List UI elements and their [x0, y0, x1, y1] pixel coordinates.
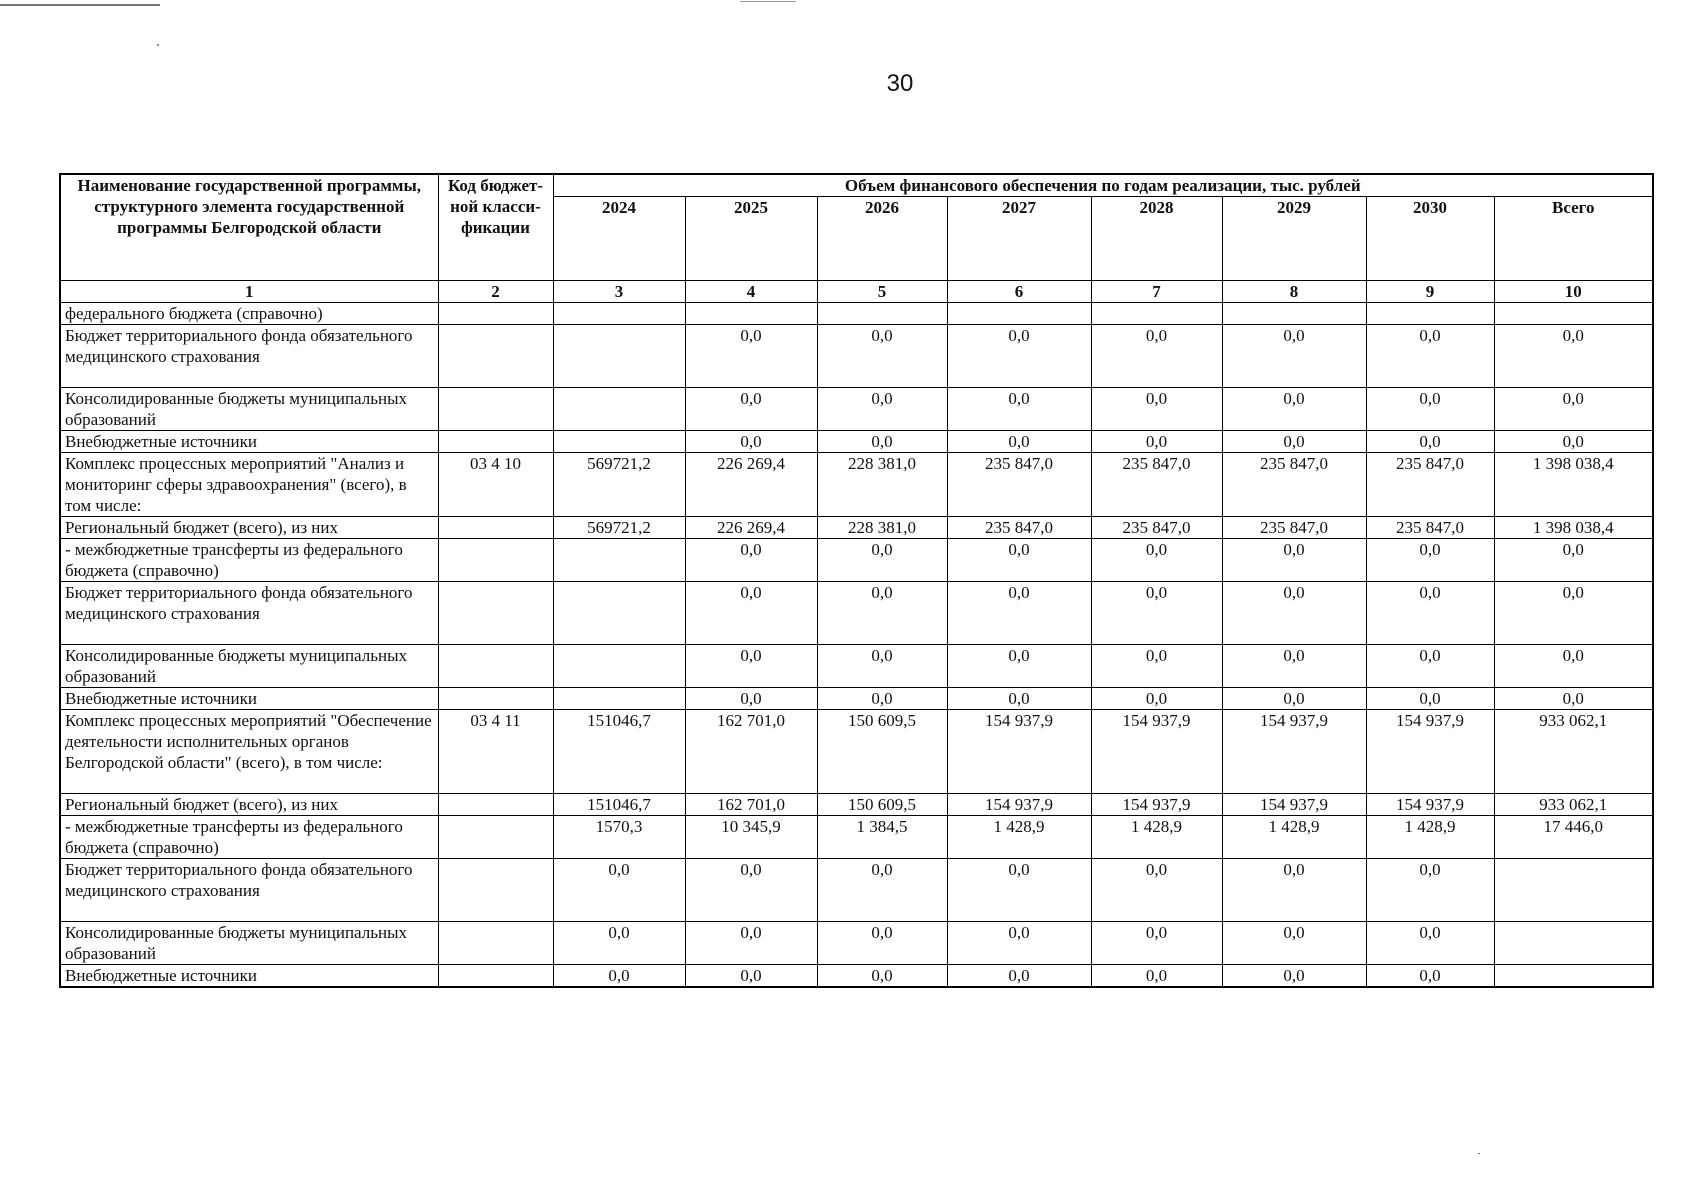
- column-number: 8: [1222, 281, 1366, 303]
- row-value: 0,0: [1494, 325, 1653, 388]
- row-value: 0,0: [1366, 859, 1494, 922]
- row-value: 1 398 038,4: [1494, 453, 1653, 517]
- row-value: 933 062,1: [1494, 794, 1653, 816]
- row-name: федерального бюджета (справочно): [60, 303, 438, 325]
- table-row: [60, 582, 1653, 645]
- row-name: - межбюджетные трансферты из федерального бюджета (справочно): [60, 539, 438, 582]
- budget-table: [59, 173, 1654, 988]
- row-value: 0,0: [947, 325, 1091, 388]
- row-name: Комплекс процессных мероприятий "Обеспечение деятельности исполнительных органов Белгородской области" (всего), в том числе:: [60, 710, 438, 794]
- row-name: Региональный бюджет (всего), из них: [60, 794, 438, 816]
- column-number: 9: [1366, 281, 1494, 303]
- row-code: [438, 794, 553, 816]
- page-number: 30: [886, 70, 914, 97]
- row-value: 1 428,9: [1091, 816, 1222, 859]
- row-value: 0,0: [1494, 431, 1653, 453]
- column-number: 7: [1091, 281, 1222, 303]
- row-value: 154 937,9: [1366, 710, 1494, 794]
- column-number: 1: [60, 281, 438, 303]
- row-value: 0,0: [553, 859, 685, 922]
- row-value: 0,0: [947, 645, 1091, 688]
- row-value: 0,0: [1222, 645, 1366, 688]
- row-value: 0,0: [685, 325, 817, 388]
- row-value: 162 701,0: [685, 710, 817, 794]
- row-value: 0,0: [685, 645, 817, 688]
- row-value: 0,0: [1091, 688, 1222, 710]
- row-value: 235 847,0: [1366, 453, 1494, 517]
- row-value: 0,0: [947, 688, 1091, 710]
- row-value: 0,0: [817, 539, 947, 582]
- row-value: 0,0: [553, 965, 685, 988]
- row-value: 0,0: [685, 431, 817, 453]
- row-value: 0,0: [685, 922, 817, 965]
- row-value: 10 345,9: [685, 816, 817, 859]
- row-value: [817, 303, 947, 325]
- row-name: Бюджет территориального фонда обязательного медицинского страхования: [60, 325, 438, 388]
- row-value: [1091, 303, 1222, 325]
- row-value: 0,0: [1222, 325, 1366, 388]
- row-value: 151046,7: [553, 710, 685, 794]
- column-number: 3: [553, 281, 685, 303]
- row-value: 235 847,0: [947, 453, 1091, 517]
- row-value: [947, 303, 1091, 325]
- header-year: 2028: [1091, 197, 1222, 281]
- row-value: 154 937,9: [947, 710, 1091, 794]
- scan-speck: [157, 44, 159, 46]
- row-value: 0,0: [947, 539, 1091, 582]
- row-name: Консолидированные бюджеты муниципальных образований: [60, 922, 438, 965]
- row-value: 0,0: [1091, 922, 1222, 965]
- row-value: 0,0: [1222, 922, 1366, 965]
- header-row: [60, 174, 1653, 197]
- row-value: 0,0: [1366, 431, 1494, 453]
- header-year: 2026: [817, 197, 947, 281]
- row-value: [1366, 303, 1494, 325]
- row-value: 0,0: [817, 325, 947, 388]
- row-code: [438, 388, 553, 431]
- row-value: 150 609,5: [817, 710, 947, 794]
- row-value: 154 937,9: [947, 794, 1091, 816]
- row-name: Внебюджетные источники: [60, 965, 438, 988]
- header-year: 2027: [947, 197, 1091, 281]
- row-value: 0,0: [947, 922, 1091, 965]
- row-value: 0,0: [1366, 688, 1494, 710]
- column-number: 10: [1494, 281, 1653, 303]
- row-value: 235 847,0: [1091, 453, 1222, 517]
- row-value: 0,0: [1366, 325, 1494, 388]
- row-value: 151046,7: [553, 794, 685, 816]
- row-value: 1 428,9: [1222, 816, 1366, 859]
- row-code: [438, 965, 553, 988]
- table-row: [60, 325, 1653, 388]
- column-number: 2: [438, 281, 553, 303]
- row-value: [1494, 859, 1653, 922]
- row-value: 0,0: [947, 388, 1091, 431]
- row-code: [438, 922, 553, 965]
- row-value: 0,0: [1222, 388, 1366, 431]
- row-value: 0,0: [817, 431, 947, 453]
- row-value: 933 062,1: [1494, 710, 1653, 794]
- row-value: 569721,2: [553, 517, 685, 539]
- row-value: 0,0: [685, 859, 817, 922]
- row-value: 0,0: [817, 388, 947, 431]
- row-value: 235 847,0: [1366, 517, 1494, 539]
- row-value: 226 269,4: [685, 517, 817, 539]
- row-code: 03 4 11: [438, 710, 553, 794]
- row-value: 1570,3: [553, 816, 685, 859]
- row-value: [553, 582, 685, 645]
- row-value: 0,0: [947, 582, 1091, 645]
- row-value: [553, 431, 685, 453]
- table-row: [60, 517, 1653, 539]
- row-value: 154 937,9: [1366, 794, 1494, 816]
- row-name: Внебюджетные источники: [60, 688, 438, 710]
- row-value: 228 381,0: [817, 517, 947, 539]
- row-value: 154 937,9: [1091, 710, 1222, 794]
- row-value: 235 847,0: [1222, 517, 1366, 539]
- row-value: [1222, 303, 1366, 325]
- row-value: 0,0: [1222, 859, 1366, 922]
- row-value: 0,0: [817, 859, 947, 922]
- row-value: 0,0: [1091, 965, 1222, 988]
- row-value: 1 384,5: [817, 816, 947, 859]
- row-name: Консолидированные бюджеты муниципальных образований: [60, 388, 438, 431]
- row-name: Комплекс процессных мероприятий "Анализ и мониторинг сферы здравоохранения" (всего), в том числе:: [60, 453, 438, 517]
- row-value: 154 937,9: [1222, 710, 1366, 794]
- row-value: 0,0: [685, 539, 817, 582]
- row-value: 1 428,9: [1366, 816, 1494, 859]
- row-value: 0,0: [817, 922, 947, 965]
- row-value: [553, 539, 685, 582]
- row-value: [685, 303, 817, 325]
- row-code: 03 4 10: [438, 453, 553, 517]
- table-row: [60, 431, 1653, 453]
- column-number: 5: [817, 281, 947, 303]
- row-value: 0,0: [1366, 965, 1494, 988]
- row-value: 0,0: [817, 688, 947, 710]
- row-value: 162 701,0: [685, 794, 817, 816]
- row-value: 0,0: [1366, 582, 1494, 645]
- row-value: 0,0: [1222, 539, 1366, 582]
- row-name: Бюджет территориального фонда обязательного медицинского страхования: [60, 582, 438, 645]
- row-value: 0,0: [1222, 582, 1366, 645]
- row-value: 150 609,5: [817, 794, 947, 816]
- table-row: [60, 388, 1653, 431]
- column-number: 6: [947, 281, 1091, 303]
- table-row: [60, 645, 1653, 688]
- row-value: 17 446,0: [1494, 816, 1653, 859]
- table-row: [60, 710, 1653, 794]
- row-value: 0,0: [947, 431, 1091, 453]
- column-number: 4: [685, 281, 817, 303]
- row-value: 569721,2: [553, 453, 685, 517]
- row-value: 1 398 038,4: [1494, 517, 1653, 539]
- header-year: 2024: [553, 197, 685, 281]
- row-value: 0,0: [1222, 965, 1366, 988]
- row-value: [1494, 303, 1653, 325]
- row-value: 0,0: [685, 688, 817, 710]
- table-row: [60, 303, 1653, 325]
- row-code: [438, 688, 553, 710]
- row-name: Региональный бюджет (всего), из них: [60, 517, 438, 539]
- header-volume: Объем финансового обеспечения по годам реализации, тыс. рублей: [553, 174, 1653, 197]
- row-value: 235 847,0: [1091, 517, 1222, 539]
- row-value: 235 847,0: [947, 517, 1091, 539]
- row-value: 0,0: [685, 582, 817, 645]
- header-year: 2029: [1222, 197, 1366, 281]
- row-value: 0,0: [1494, 582, 1653, 645]
- header-year: 2030: [1366, 197, 1494, 281]
- row-value: 0,0: [1494, 645, 1653, 688]
- top-border-line: [0, 4, 160, 6]
- row-code: [438, 582, 553, 645]
- row-name: Внебюджетные источники: [60, 431, 438, 453]
- row-value: 0,0: [1366, 645, 1494, 688]
- row-name: Консолидированные бюджеты муниципальных образований: [60, 645, 438, 688]
- row-code: [438, 645, 553, 688]
- header-name: Наименование государственной программы, структурного элемента государственной программы Белгородской области: [60, 174, 438, 281]
- row-value: 0,0: [817, 582, 947, 645]
- row-value: 235 847,0: [1222, 453, 1366, 517]
- row-value: 0,0: [947, 965, 1091, 988]
- row-code: [438, 431, 553, 453]
- row-value: 154 937,9: [1091, 794, 1222, 816]
- row-value: [553, 303, 685, 325]
- row-value: 0,0: [1091, 388, 1222, 431]
- table-row: [60, 965, 1653, 988]
- row-name: Бюджет территориального фонда обязательного медицинского страхования: [60, 859, 438, 922]
- table-body: [60, 281, 1653, 988]
- row-value: 0,0: [1494, 688, 1653, 710]
- row-code: [438, 816, 553, 859]
- row-value: 0,0: [1091, 645, 1222, 688]
- header-code: Код бюджет-ной класси-фикации: [438, 174, 553, 281]
- row-code: [438, 517, 553, 539]
- table-row: [60, 539, 1653, 582]
- row-value: 0,0: [1366, 388, 1494, 431]
- row-value: 0,0: [685, 965, 817, 988]
- row-code: [438, 325, 553, 388]
- row-value: 226 269,4: [685, 453, 817, 517]
- row-value: 0,0: [1494, 388, 1653, 431]
- row-value: 0,0: [1494, 539, 1653, 582]
- row-value: 0,0: [817, 965, 947, 988]
- row-code: [438, 859, 553, 922]
- row-value: 0,0: [1091, 325, 1222, 388]
- table-row: [60, 816, 1653, 859]
- row-value: [553, 645, 685, 688]
- row-code: [438, 539, 553, 582]
- row-value: 0,0: [553, 922, 685, 965]
- row-value: 0,0: [817, 645, 947, 688]
- row-value: [553, 688, 685, 710]
- row-code: [438, 303, 553, 325]
- row-name: - межбюджетные трансферты из федерального бюджета (справочно): [60, 816, 438, 859]
- row-value: 0,0: [1222, 688, 1366, 710]
- scan-mark: [740, 1, 796, 2]
- column-number-row: [60, 281, 1653, 303]
- scan-speck: [1478, 1153, 1480, 1154]
- table-row: [60, 922, 1653, 965]
- table-row: [60, 453, 1653, 517]
- row-value: 1 428,9: [947, 816, 1091, 859]
- row-value: 0,0: [1366, 539, 1494, 582]
- row-value: 0,0: [1091, 859, 1222, 922]
- row-value: 0,0: [947, 859, 1091, 922]
- table-row: [60, 859, 1653, 922]
- row-value: 0,0: [1091, 539, 1222, 582]
- header-year: 2025: [685, 197, 817, 281]
- row-value: 0,0: [1091, 431, 1222, 453]
- row-value: 0,0: [1091, 582, 1222, 645]
- row-value: [553, 388, 685, 431]
- row-value: 0,0: [1366, 922, 1494, 965]
- row-value: [1494, 922, 1653, 965]
- row-value: 154 937,9: [1222, 794, 1366, 816]
- row-value: [553, 325, 685, 388]
- row-value: 0,0: [1222, 431, 1366, 453]
- table-row: [60, 794, 1653, 816]
- table-row: [60, 688, 1653, 710]
- row-value: [1494, 965, 1653, 988]
- row-value: 0,0: [685, 388, 817, 431]
- row-value: 228 381,0: [817, 453, 947, 517]
- header-year: Всего: [1494, 197, 1653, 281]
